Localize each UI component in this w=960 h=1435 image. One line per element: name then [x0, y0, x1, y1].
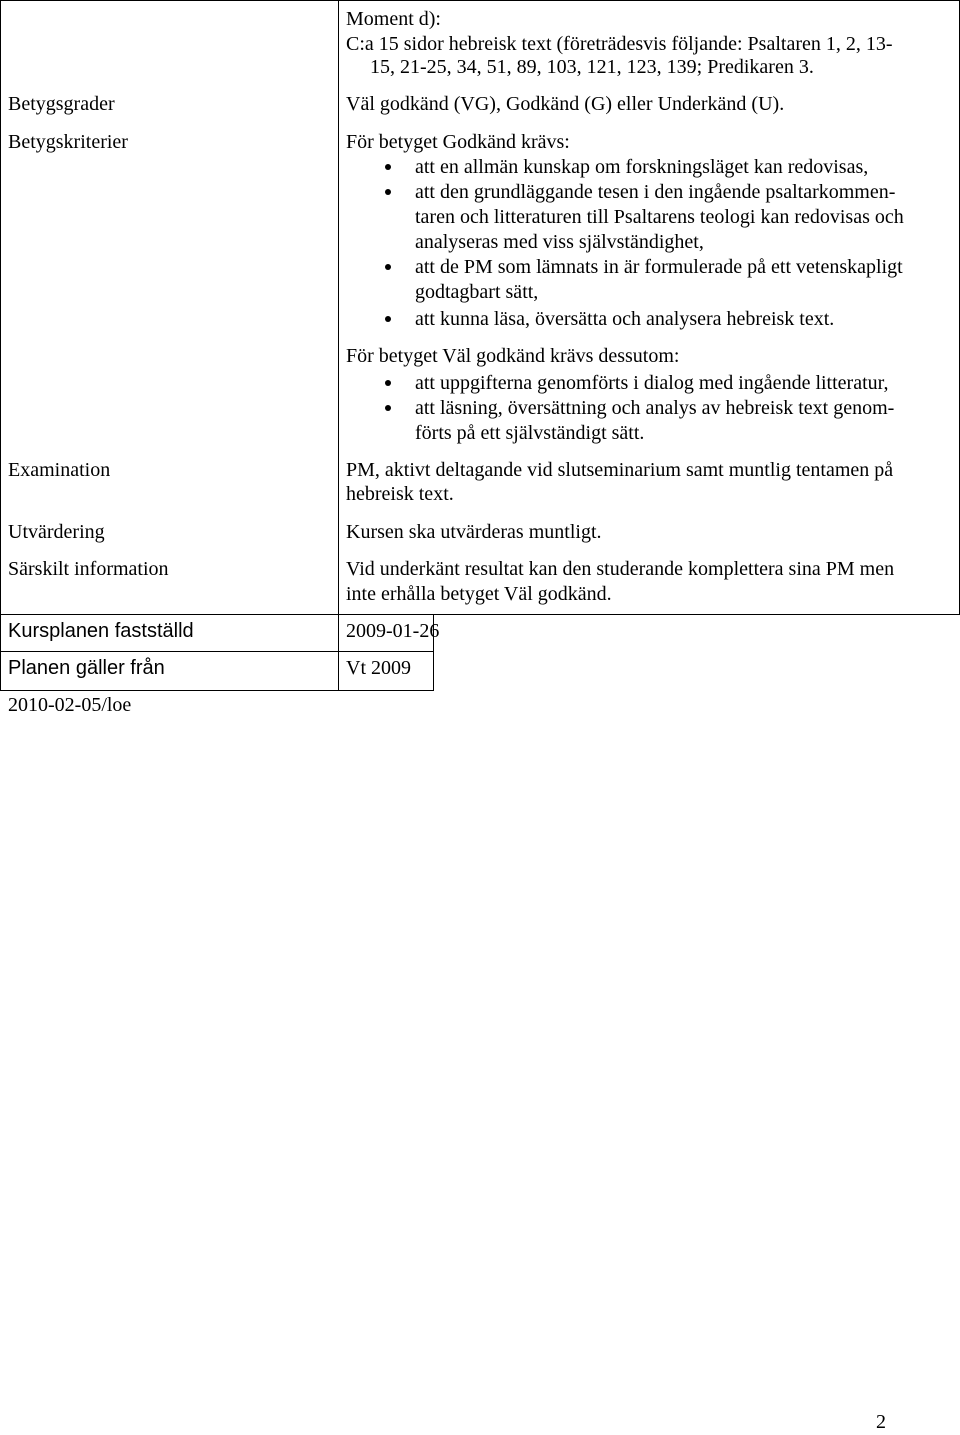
bullet-icon — [385, 380, 391, 386]
criteria-item-cont: godtagbart sätt, — [415, 281, 539, 303]
criteria-item: att den grundläggande tesen i den ingående psaltarkommen- — [415, 181, 896, 203]
examination-value: PM, aktivt deltagande vid slutseminarium samt muntlig tentamen på — [346, 459, 894, 481]
moment-heading: Moment d): — [346, 8, 441, 30]
row-label-utvardering: Utvärdering — [8, 521, 105, 543]
criteria-intro-vg: För betyget Väl godkänd krävs dessutom: — [346, 345, 680, 367]
dates-table-row-divider — [0, 651, 434, 652]
moment-text-line: C:a 15 sidor hebreisk text (företrädesvis följande: Psaltaren 1, 2, 13- — [346, 33, 893, 55]
criteria-item: att en allmän kunskap om forskningsläget kan redovisas, — [415, 156, 869, 178]
document-signature: 2010-02-05/loe — [8, 694, 132, 716]
galler-fran-value: Vt 2009 — [346, 657, 411, 679]
utvardering-value: Kursen ska utvärderas muntligt. — [346, 521, 602, 543]
criteria-item: att de PM som lämnats in är formulerade på ett vetenskapligt — [415, 256, 903, 278]
criteria-item-cont: förts på ett självständigt sätt. — [415, 422, 645, 444]
faststalld-date: 2009-01-26 — [346, 620, 440, 642]
dates-table-divider — [338, 614, 339, 691]
criteria-item-cont: taren och litteraturen till Psaltarens teologi kan redovisas och — [415, 206, 904, 228]
galler-fran-label: Planen gäller från — [8, 657, 165, 679]
criteria-item-cont: analyseras med viss självständighet, — [415, 231, 704, 253]
bullet-icon — [385, 164, 391, 170]
criteria-intro-g: För betyget Godkänd krävs: — [346, 131, 570, 153]
sarskilt-information-value: Vid underkänt resultat kan den studerande komplettera sina PM men — [346, 558, 895, 580]
row-label-betygsgrader: Betygsgrader — [8, 93, 115, 115]
row-label-sarskilt-information: Särskilt information — [8, 558, 169, 580]
row-label-betygskriterier: Betygskriterier — [8, 131, 128, 153]
criteria-item: att läsning, översättning och analys av hebreisk text genom- — [415, 397, 895, 419]
sarskilt-information-value-cont: inte erhålla betyget Väl godkänd. — [346, 583, 612, 605]
moment-text-line: 15, 21-25, 34, 51, 89, 103, 121, 123, 139; Predikaren 3. — [370, 56, 814, 78]
criteria-item: att uppgifterna genomförts i dialog med ingående litteratur, — [415, 372, 889, 394]
table-column-divider — [338, 0, 339, 615]
bullet-icon — [385, 189, 391, 195]
bullet-icon — [385, 264, 391, 270]
bullet-icon — [385, 316, 391, 322]
page-number: 2 — [876, 1411, 886, 1433]
bullet-icon — [385, 405, 391, 411]
faststalld-label: Kursplanen fastställd — [8, 620, 194, 642]
betygsgrader-value: Väl godkänd (VG), Godkänd (G) eller Underkänd (U). — [346, 93, 785, 115]
examination-value-cont: hebreisk text. — [346, 483, 454, 505]
criteria-item: att kunna läsa, översätta och analysera hebreisk text. — [415, 308, 835, 330]
row-label-examination: Examination — [8, 459, 111, 481]
